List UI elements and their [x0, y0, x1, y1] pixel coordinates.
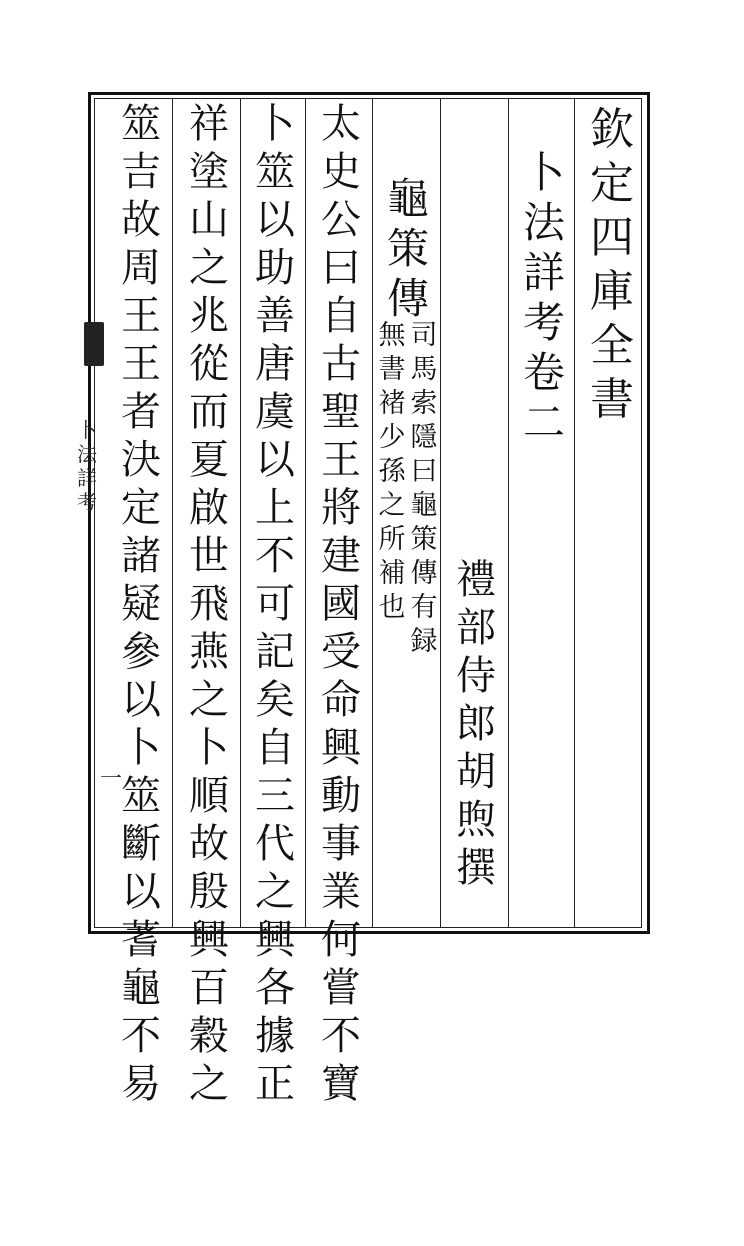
glyph: 王	[121, 341, 161, 387]
glyph: 詳	[77, 466, 97, 490]
glyph: 命	[321, 677, 361, 723]
book-title	[584, 104, 640, 432]
glyph: 百	[189, 965, 229, 1011]
glyph: 飛	[189, 581, 229, 627]
glyph: 動	[321, 773, 361, 819]
column-rule	[574, 99, 575, 927]
glyph: 殷	[189, 869, 229, 915]
glyph: 龜	[410, 490, 438, 521]
glyph: 以	[121, 869, 161, 915]
glyph: 蓍	[121, 917, 161, 963]
glyph: 少	[378, 422, 406, 453]
glyph: 興	[255, 917, 295, 963]
glyph: 聖	[321, 389, 361, 435]
author-line	[448, 557, 504, 896]
glyph: 四	[590, 212, 634, 263]
glyph: 郎	[456, 701, 496, 747]
glyph: 疑	[121, 581, 161, 627]
glyph: 索	[410, 388, 438, 419]
body-column-1	[312, 101, 370, 1112]
glyph: 自	[255, 725, 295, 771]
body-column-4	[112, 101, 170, 1112]
glyph: 龜	[121, 965, 161, 1011]
glyph: 祥	[189, 101, 229, 147]
glyph: 各	[255, 965, 295, 1011]
glyph: 助	[255, 245, 295, 291]
glyph: 諸	[121, 533, 161, 579]
glyph: 所	[378, 524, 406, 555]
glyph: 之	[189, 245, 229, 291]
glyph: 將	[321, 485, 361, 531]
glyph: 以	[121, 677, 161, 723]
glyph: 傳	[410, 558, 438, 589]
glyph: 定	[590, 158, 634, 209]
glyph: 詳	[522, 248, 565, 297]
glyph: 唐	[255, 341, 295, 387]
glyph: 策	[386, 224, 429, 273]
glyph: 以	[255, 437, 295, 483]
glyph: 考	[77, 490, 97, 514]
body-column-3	[180, 101, 238, 1112]
glyph: 策	[410, 524, 438, 555]
glyph: 受	[321, 629, 361, 675]
glyph: 者	[121, 389, 161, 435]
glyph: 傳	[386, 274, 429, 323]
glyph: 業	[321, 869, 361, 915]
glyph: 國	[321, 581, 361, 627]
glyph: 卷	[522, 348, 565, 397]
glyph: 王	[121, 293, 161, 339]
glyph: 撰	[456, 845, 496, 891]
glyph: 筮	[121, 773, 161, 819]
glyph: 卜	[121, 725, 161, 771]
glyph: 不	[121, 1013, 161, 1059]
glyph: 欽	[590, 104, 634, 155]
glyph: 也	[378, 592, 406, 623]
column-rule	[240, 99, 241, 927]
glyph: 以	[255, 197, 295, 243]
glyph: 故	[189, 821, 229, 867]
glyph: 書	[378, 354, 406, 385]
glyph: 卜	[77, 418, 97, 442]
glyph: 之	[378, 490, 406, 521]
glyph: 而	[189, 389, 229, 435]
glyph: 善	[255, 293, 295, 339]
glyph: 法	[77, 442, 97, 466]
glyph: 録	[410, 626, 438, 657]
column-rule	[172, 99, 173, 927]
glyph: 斷	[121, 821, 161, 867]
section-heading	[380, 174, 436, 328]
glyph: 孫	[378, 456, 406, 487]
glyph: 世	[189, 533, 229, 579]
glyph: 筮	[255, 149, 295, 195]
glyph: 建	[321, 533, 361, 579]
glyph: 事	[321, 821, 361, 867]
glyph: 煦	[456, 797, 496, 843]
glyph: 虞	[255, 389, 295, 435]
glyph: 易	[121, 1061, 161, 1107]
glyph: 庫	[590, 266, 634, 317]
glyph: 寶	[321, 1061, 361, 1107]
glyph: 史	[321, 149, 361, 195]
glyph: 燕	[189, 629, 229, 675]
glyph: 可	[255, 581, 295, 627]
glyph: 興	[189, 917, 229, 963]
glyph: 法	[522, 198, 565, 247]
glyph: 龜	[386, 174, 429, 223]
glyph: 興	[321, 725, 361, 771]
glyph: 褚	[378, 388, 406, 419]
column-rule	[305, 99, 306, 927]
glyph: 公	[321, 197, 361, 243]
glyph: 全	[590, 320, 634, 371]
glyph: 記	[255, 629, 295, 675]
glyph: 之	[189, 677, 229, 723]
glyph: 太	[321, 101, 361, 147]
glyph: 三	[255, 773, 295, 819]
glyph: 塗	[189, 149, 229, 195]
glyph: 據	[255, 1013, 295, 1059]
glyph: 曰	[410, 456, 438, 487]
glyph: 參	[121, 629, 161, 675]
annotation-line-1	[408, 322, 440, 662]
glyph: 定	[121, 485, 161, 531]
glyph: 筮	[121, 101, 161, 147]
column-rule	[440, 99, 441, 927]
annotation-line-2	[376, 322, 408, 628]
glyph: 書	[590, 374, 634, 425]
glyph: 隱	[410, 422, 438, 453]
glyph: 故	[121, 197, 161, 243]
glyph: 部	[456, 605, 496, 651]
glyph: 補	[378, 558, 406, 589]
glyph: 矣	[255, 677, 295, 723]
glyph: 山	[189, 197, 229, 243]
fold-label	[78, 420, 96, 1246]
glyph: 上	[255, 485, 295, 531]
fishtail-ornament	[84, 322, 104, 366]
glyph: 古	[321, 341, 361, 387]
glyph: 馬	[410, 354, 438, 385]
glyph: 自	[321, 293, 361, 339]
chapter-title	[516, 148, 572, 452]
glyph: 嘗	[321, 965, 361, 1011]
glyph: 從	[189, 341, 229, 387]
glyph: 代	[255, 821, 295, 867]
glyph: 胡	[456, 749, 496, 795]
glyph: 卜	[522, 148, 565, 197]
glyph: 周	[121, 245, 161, 291]
glyph: 司	[410, 320, 438, 351]
glyph: 考	[522, 298, 565, 347]
glyph: 有	[410, 592, 438, 623]
glyph: 正	[255, 1061, 295, 1107]
glyph: 吉	[121, 149, 161, 195]
glyph: 二	[522, 398, 565, 447]
glyph: 何	[321, 917, 361, 963]
glyph: 之	[255, 869, 295, 915]
glyph: 卜	[255, 101, 295, 147]
glyph: 不	[321, 1013, 361, 1059]
glyph: 穀	[189, 1013, 229, 1059]
glyph: 禮	[456, 557, 496, 603]
glyph: 曰	[321, 245, 361, 291]
glyph: 啟	[189, 485, 229, 531]
glyph: 王	[321, 437, 361, 483]
body-column-2	[246, 101, 304, 1112]
glyph: 卜	[189, 725, 229, 771]
glyph: 侍	[456, 653, 496, 699]
glyph: 之	[189, 1061, 229, 1107]
glyph: 無	[378, 320, 406, 351]
glyph: 夏	[189, 437, 229, 483]
column-rule	[508, 99, 509, 927]
column-rule	[372, 99, 373, 927]
glyph: 順	[189, 773, 229, 819]
glyph: 兆	[189, 293, 229, 339]
glyph: 決	[121, 437, 161, 483]
glyph: 不	[255, 533, 295, 579]
page-number: 一	[100, 767, 123, 792]
